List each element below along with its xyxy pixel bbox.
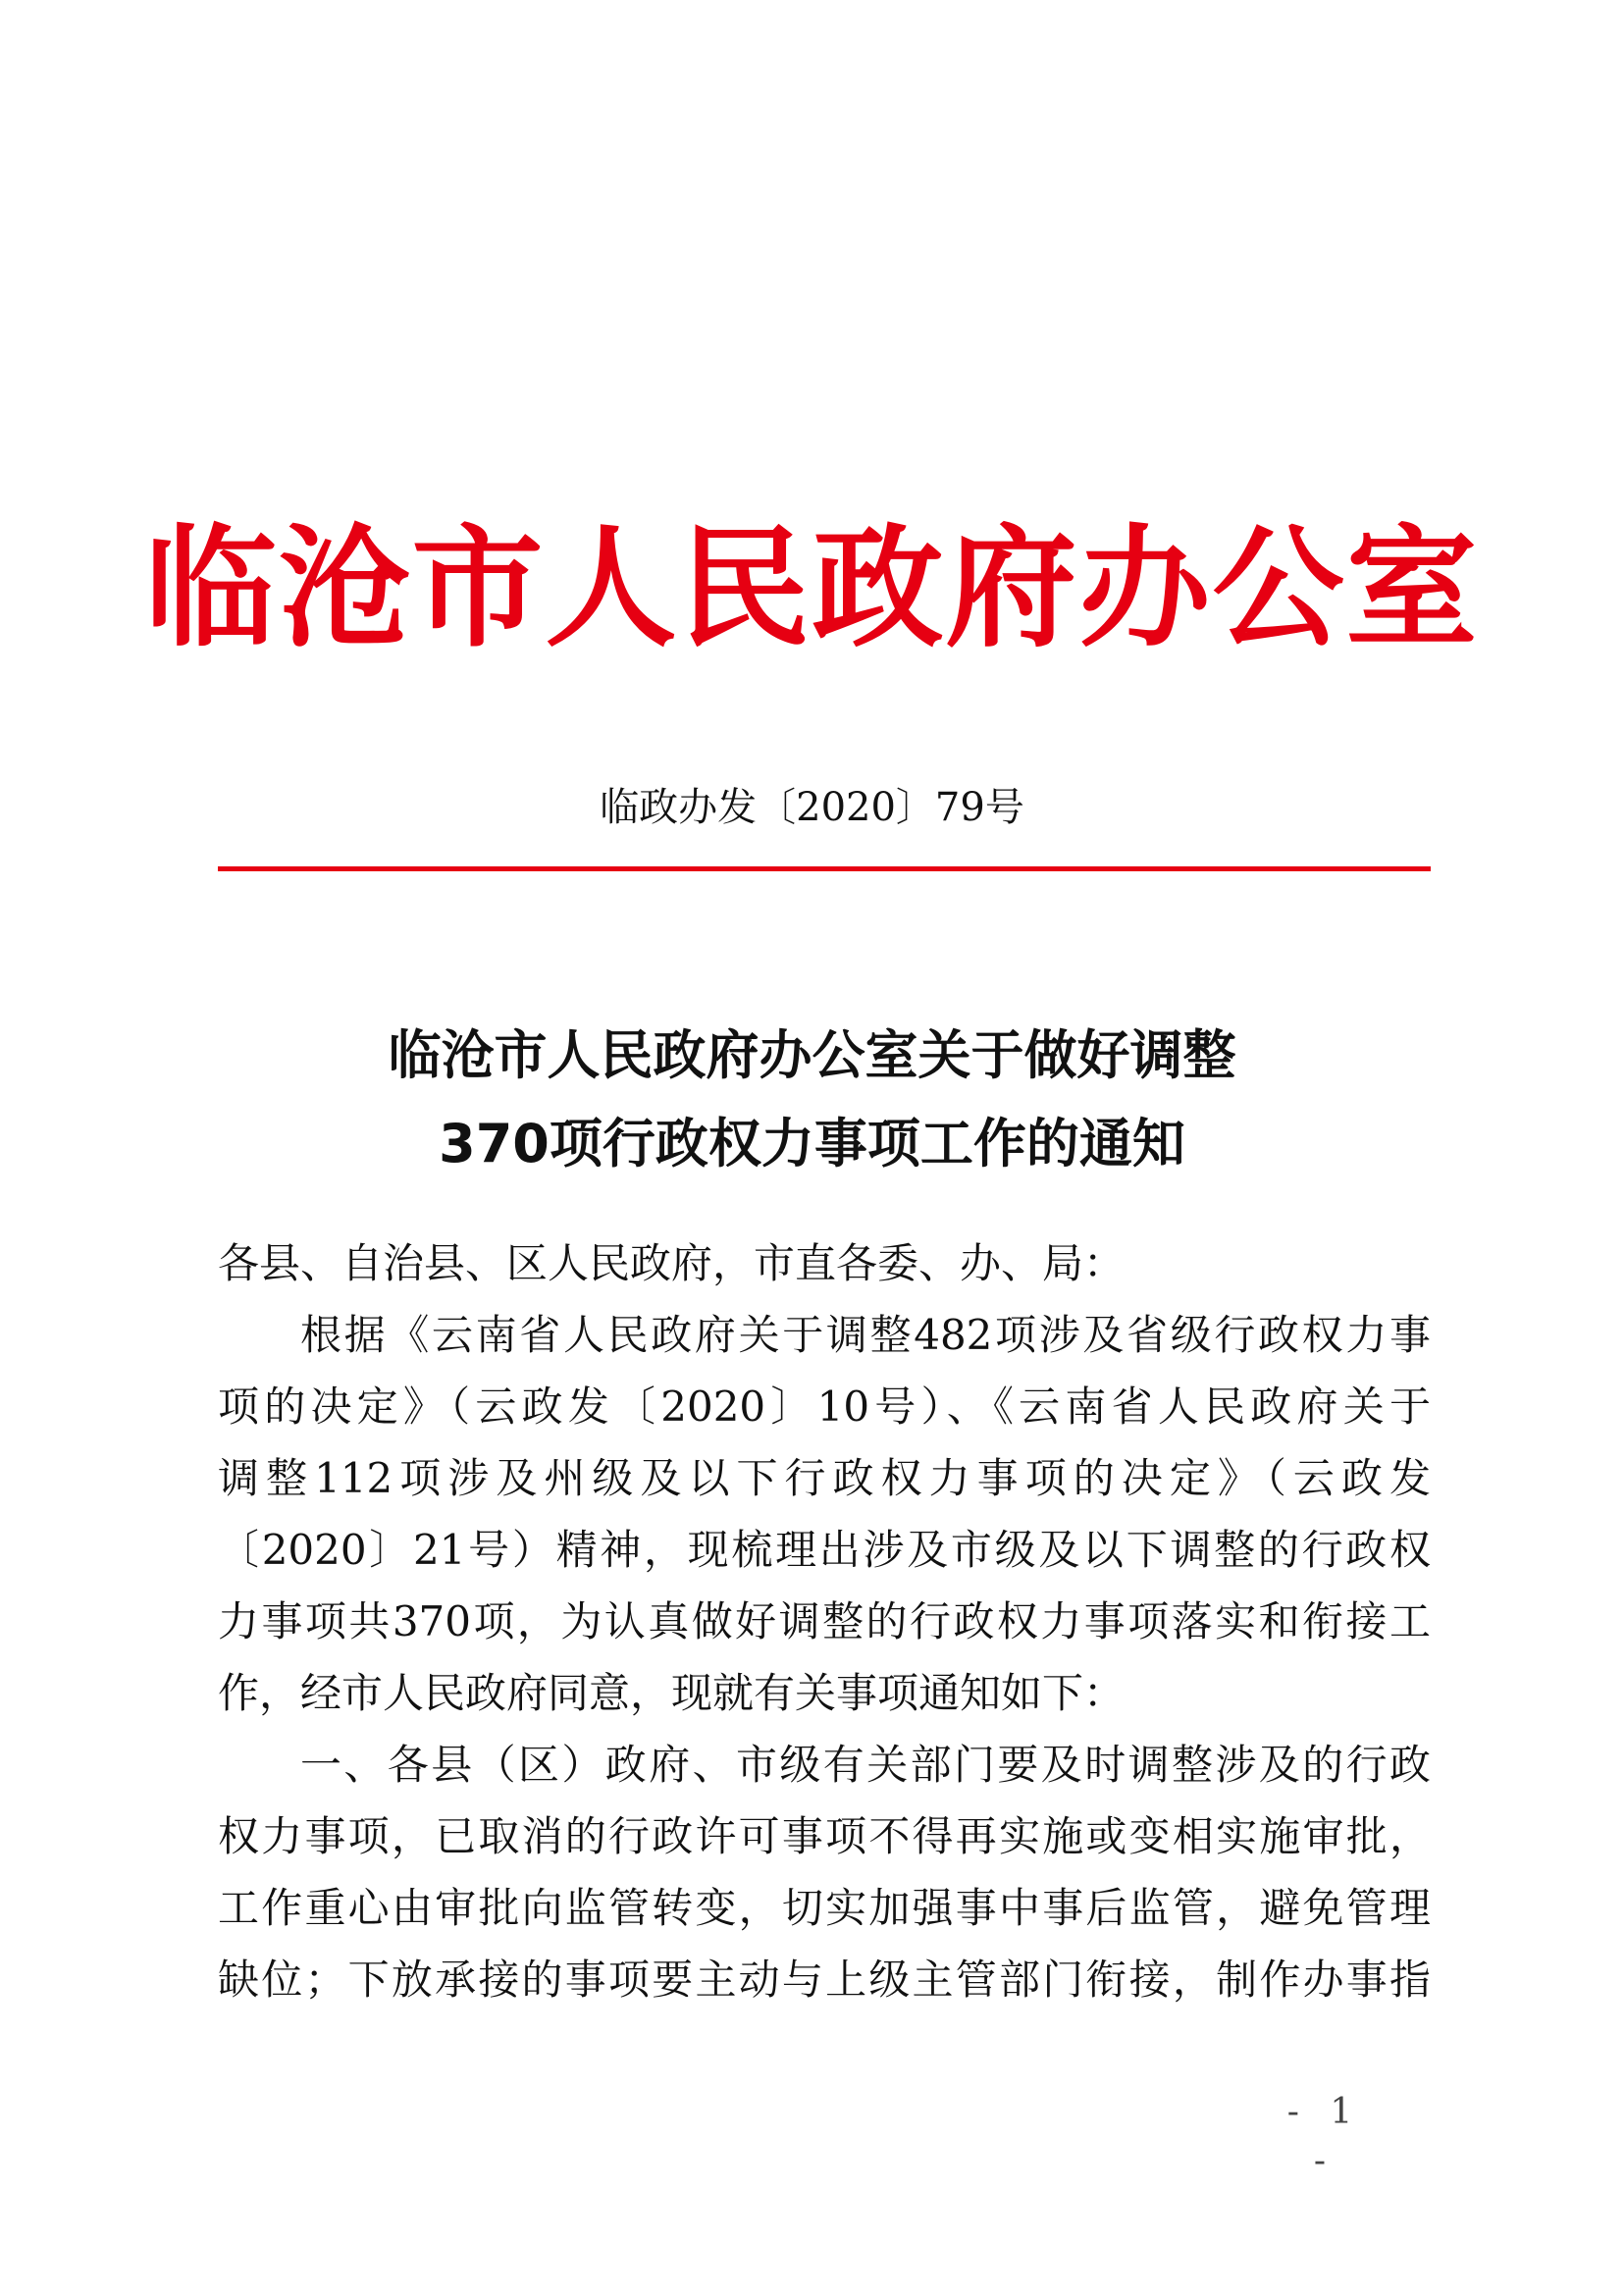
body-line: 缺位；下放承接的事项要主动与上级主管部门衔接，制作办事指 bbox=[218, 1956, 1431, 2004]
page-number: - 1 - bbox=[1286, 2092, 1363, 2181]
body-line: 权力事项，已取消的行政许可事项不得再实施或变相实施审批， bbox=[218, 1812, 1431, 1860]
body-line: 项的决定》（云政发〔2020〕10号）、《云南省人民政府关于 bbox=[218, 1382, 1431, 1431]
document-title-line-1: 临沧市人民政府办公室关于做好调整 bbox=[388, 1024, 1236, 1086]
body-line: 工作重心由审批向监管转变，切实加强事中事后监管，避免管理 bbox=[218, 1884, 1431, 1932]
body-line: 调整112项涉及州级及以下行政权力事项的决定》（云政发 bbox=[218, 1454, 1431, 1502]
issuer-masthead: 临沧市人民政府办公室 bbox=[144, 512, 1480, 665]
body-line: 〔2020〕21号）精神，现梳理出涉及市级及以下调整的行政权 bbox=[218, 1526, 1431, 1574]
red-divider-line bbox=[218, 866, 1431, 871]
body-line: 一、各县（区）政府、市级有关部门要及时调整涉及的行政 bbox=[300, 1741, 1431, 1789]
body-line: 作，经市人民政府同意，现就有关事项通知如下： bbox=[218, 1669, 1126, 1717]
body-line: 力事项共370项，为认真做好调整的行政权力事项落实和衔接工 bbox=[218, 1597, 1431, 1645]
document-title-line-2: 370项行政权力事项工作的通知 bbox=[439, 1113, 1185, 1174]
salutation: 各县、自治县、区人民政府，市直各委、办、局： bbox=[218, 1239, 1126, 1287]
document-number: 临政办发〔2020〕79号 bbox=[600, 785, 1024, 830]
body-line: 根据《云南省人民政府关于调整482项涉及省级行政权力事 bbox=[300, 1311, 1431, 1359]
